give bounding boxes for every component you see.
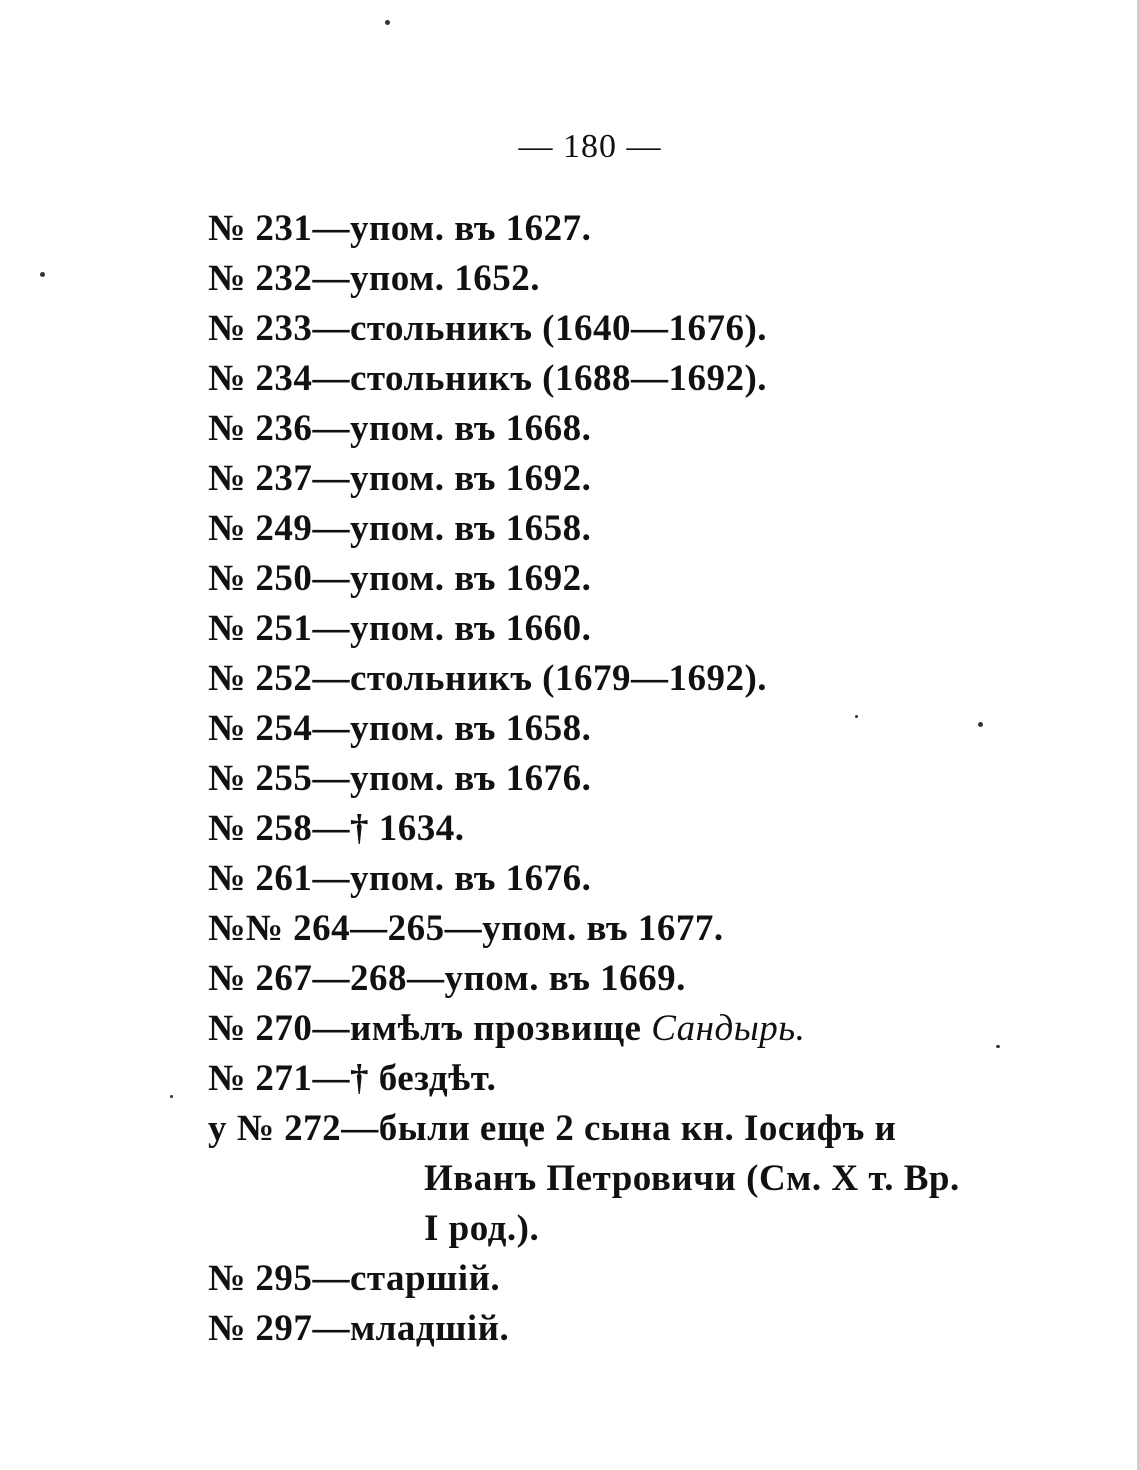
entry-text: —† 1634. [312,808,465,849]
entry-nickname: Сандырь. [651,1008,806,1049]
entry-text: —стольникъ (1640—1676). [312,308,768,349]
entry-number: № 251 [208,608,313,649]
entry-number: у № 272 [208,1108,342,1149]
entry-text: —упом. въ 1627. [312,208,592,249]
entry-text: —были еще 2 сына кн. Іосифъ и [341,1108,897,1149]
list-item [208,1054,998,1104]
entry-text: —упом. въ 1658. [312,508,592,549]
ink-speck [170,1095,173,1098]
entry-number: № 231 [208,208,313,249]
list-item [208,654,998,704]
list-item [208,554,998,604]
list-item [208,354,998,404]
entry-text: —упом. 1652. [312,258,541,299]
entry-number: № 254 [208,708,313,749]
list-item [208,854,998,904]
entry-text: —268—упом. въ 1669. [312,958,686,999]
list-item [208,404,998,454]
entry-number: № 255 [208,758,313,799]
list-item [208,1004,998,1054]
entry-number: № 295 [208,1258,313,1299]
list-item [208,704,998,754]
entry-text: —упом. въ 1660. [312,608,592,649]
entry-text: —имѣлъ прозвище [312,1008,652,1049]
list-item [208,1254,998,1304]
entry-text: —† бездѣт. [312,1058,497,1099]
entry-number: № 234 [208,358,313,399]
list-item [208,254,998,304]
entry-number: № 249 [208,508,313,549]
list-item [208,754,998,804]
list-item [208,454,998,504]
entry-number: № 297 [208,1308,313,1349]
entry-text: —стольникъ (1679—1692). [312,658,768,699]
list-item [208,954,998,1004]
entry-list [208,204,998,1354]
list-item [208,304,998,354]
entry-continuation: I род.). [424,1208,540,1249]
entry-text: —упом. въ 1676. [312,858,592,899]
entry-number: № 237 [208,458,313,499]
entry-text: —упом. въ 1676. [312,758,592,799]
entry-number: № 258 [208,808,313,849]
entry-number: № 250 [208,558,313,599]
ink-speck [385,20,390,25]
entry-number: № 271 [208,1058,313,1099]
entry-text: —стольникъ (1688—1692). [312,358,768,399]
entry-text: —упом. въ 1692. [312,458,592,499]
entry-text: —младшій. [312,1308,510,1349]
entry-text: —упом. въ 1692. [312,558,592,599]
entry-number: №№ 264 [208,908,351,949]
entry-number: № 232 [208,258,313,299]
entry-text: —упом. въ 1658. [312,708,592,749]
entry-number: № 233 [208,308,313,349]
list-item-multiline [208,1104,998,1254]
entry-number: № 261 [208,858,313,899]
entry-first-line [208,1104,998,1154]
list-item [208,804,998,854]
list-item [208,604,998,654]
list-item [208,204,998,254]
entry-text: —упом. въ 1668. [312,408,592,449]
entry-number: № 252 [208,658,313,699]
entry-number: № 270 [208,1008,313,1049]
entry-number: № 236 [208,408,313,449]
entry-number: № 267 [208,958,313,999]
list-item [208,504,998,554]
list-item [208,1304,998,1354]
entry-text: —старшій. [312,1258,501,1299]
ink-speck [40,272,45,277]
entry-text: —265—упом. въ 1677. [350,908,724,949]
page-number: — 180 — [518,128,662,165]
entry-continuation: Иванъ Петровичи (См. X т. Вр. [424,1158,960,1199]
list-item [208,904,998,954]
